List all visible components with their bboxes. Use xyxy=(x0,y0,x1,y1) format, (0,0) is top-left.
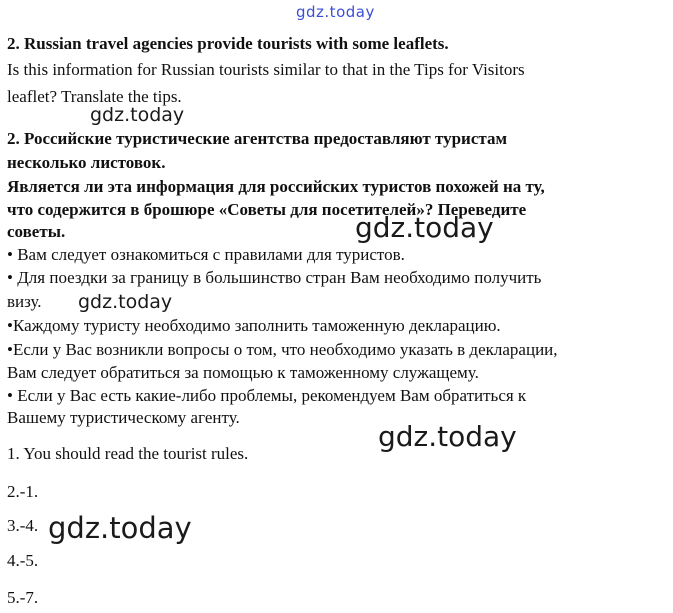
russian-question-line-1: Является ли эта информация для российских туристов похожей на ту, xyxy=(7,177,545,196)
tip-line-8: Вашему туристическому агенту. xyxy=(7,408,240,427)
answer-line-1: 1. You should read the tourist rules. xyxy=(7,444,249,463)
watermark-4: gdz.today xyxy=(378,420,517,453)
english-question-line-2: leaflet? Translate the tips. xyxy=(7,87,182,106)
watermark-3: gdz.today xyxy=(78,291,173,313)
tip-line-3: визу. xyxy=(7,292,42,311)
english-heading: 2. Russian travel agencies provide tourists with some leaflets. xyxy=(7,34,449,53)
russian-question-line-2: что содержится в брошюре «Советы для посетителей»? Переведите xyxy=(7,200,527,219)
watermark-2: gdz.today xyxy=(355,211,494,244)
russian-heading-line-1: 2. Российские туристические агентства предоставляют туристам xyxy=(7,129,508,148)
tip-line-2: • Для поездки за границу в большинство стран Вам необходимо получить xyxy=(7,268,542,287)
watermark-top: gdz.today xyxy=(296,3,375,21)
tip-line-1: • Вам следует ознакомиться с правилами для туристов. xyxy=(7,245,405,264)
english-question-line-1: Is this information for Russian tourists similar to that in the Tips for Visitors xyxy=(7,60,525,79)
tip-line-4: •Каждому туристу необходимо заполнить таможенную декларацию. xyxy=(7,316,501,335)
answer-line-3: 3.-4. xyxy=(7,516,39,535)
answer-line-5: 5.-7. xyxy=(7,588,39,607)
russian-question-line-3: советы. xyxy=(7,222,66,241)
answer-line-4: 4.-5. xyxy=(7,551,39,570)
watermark-1: gdz.today xyxy=(90,104,185,126)
tip-line-7: • Если у Вас есть какие-либо проблемы, рекомендуем Вам обратиться к xyxy=(7,386,527,405)
russian-heading-line-2: несколько листовок. xyxy=(7,153,166,172)
watermark-5: gdz.today xyxy=(48,511,192,545)
tip-line-6: Вам следует обратиться за помощью к таможенному служащему. xyxy=(7,363,479,382)
answer-line-2: 2.-1. xyxy=(7,482,39,501)
tip-line-5: •Если у Вас возникли вопросы о том, что необходимо указать в декларации, xyxy=(7,340,558,359)
